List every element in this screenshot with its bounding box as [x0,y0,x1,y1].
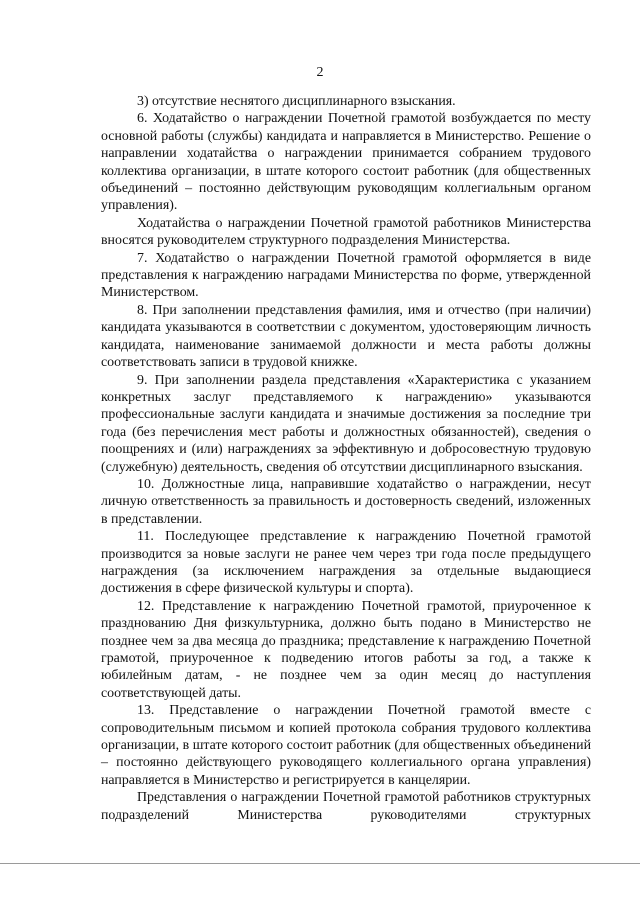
paragraph-12: 12. Представление к награждению Почетной грамотой, приуроченное к празднованию Дня физкультурника, должно быть подано в Министерство не позднее чем за два месяца до праздника; представление к награждению Почетной грамотой, приуроченное к подведению итогов работы за год, а также к юбилейным датам, - не позднее чем за один месяц до наступления соответствующей даты. [101,598,591,701]
page-number: 2 [316,65,324,80]
paragraph-7: 7. Ходатайство о награждении Почетной грамотой оформляется в виде представления к награждению наградами Министерства по форме, утвержденной Министерством. [101,250,591,301]
paragraph-11: 11. Последующее представление к награждению Почетной грамотой производится за новые заслуги не ранее чем через три года после предыдущего награждения (за исключением награждения за отдельные выдающиеся достижения в сфере физической культуры и спорта). [101,529,591,597]
paragraph-9: 9. При заполнении раздела представления «Характеристика с указанием конкретных заслуг представляемого к награждению» указываются профессиональные заслуги кандидата и значимые достижения за последние три года (без перечисления мест работы и должностных обязанностей), сведения о поощрениях и (или) награждениях за эффективную и добросовестную трудовую (служебную) деятельность, сведения об отсутствии дисциплинарного взыскания. [101,372,591,475]
paragraph-10: 10. Должностные лица, направившие ходатайство о награждении, несут личную ответственность за правильность и достоверность сведений, изложенных в представлении. [101,476,591,527]
paragraph-6: 6. Ходатайство о награждении Почетной грамотой возбуждается по месту основной работы (службы) кандидата и направляется в Министерство. Решение о направлении ходатайства о награждении принимается собранием трудового коллектива организации, в штате которого состоит работник (для общественных объединений – постоянно действующим руководящим коллегиальным органом управления). [101,111,591,214]
paragraph-structural-units: Представления о награждении Почетной грамотой работников структурных подразделений Министерства руководителями структурных [101,790,591,823]
paragraph-condition-3: 3) отсутствие неснятого дисциплинарного взыскания. [137,94,456,109]
document-body [101,93,591,824]
paragraph-ministry-staff: Ходатайства о награждении Почетной грамотой работников Министерства вносятся руководителем структурного подразделения Министерства. [101,215,591,249]
paragraph-13: 13. Представление о награждении Почетной грамотой вместе с сопроводительным письмом и копией протокола собрания трудового коллектива организации, в штате которого состоит работник (для общественных объединений – постоянно действующего руководящего коллегиального органа управления) направляется в Министерство и регистрируется в канцелярии. [101,703,591,788]
paragraph-8: 8. При заполнении представления фамилия, имя и отчество (при наличии) кандидата указываются в соответствии с документом, удостоверяющим личность кандидата, наименование занимаемой должности и места работы должны соответствовать записи в трудовой книжке. [101,302,591,371]
page-bottom-divider [0,863,640,864]
